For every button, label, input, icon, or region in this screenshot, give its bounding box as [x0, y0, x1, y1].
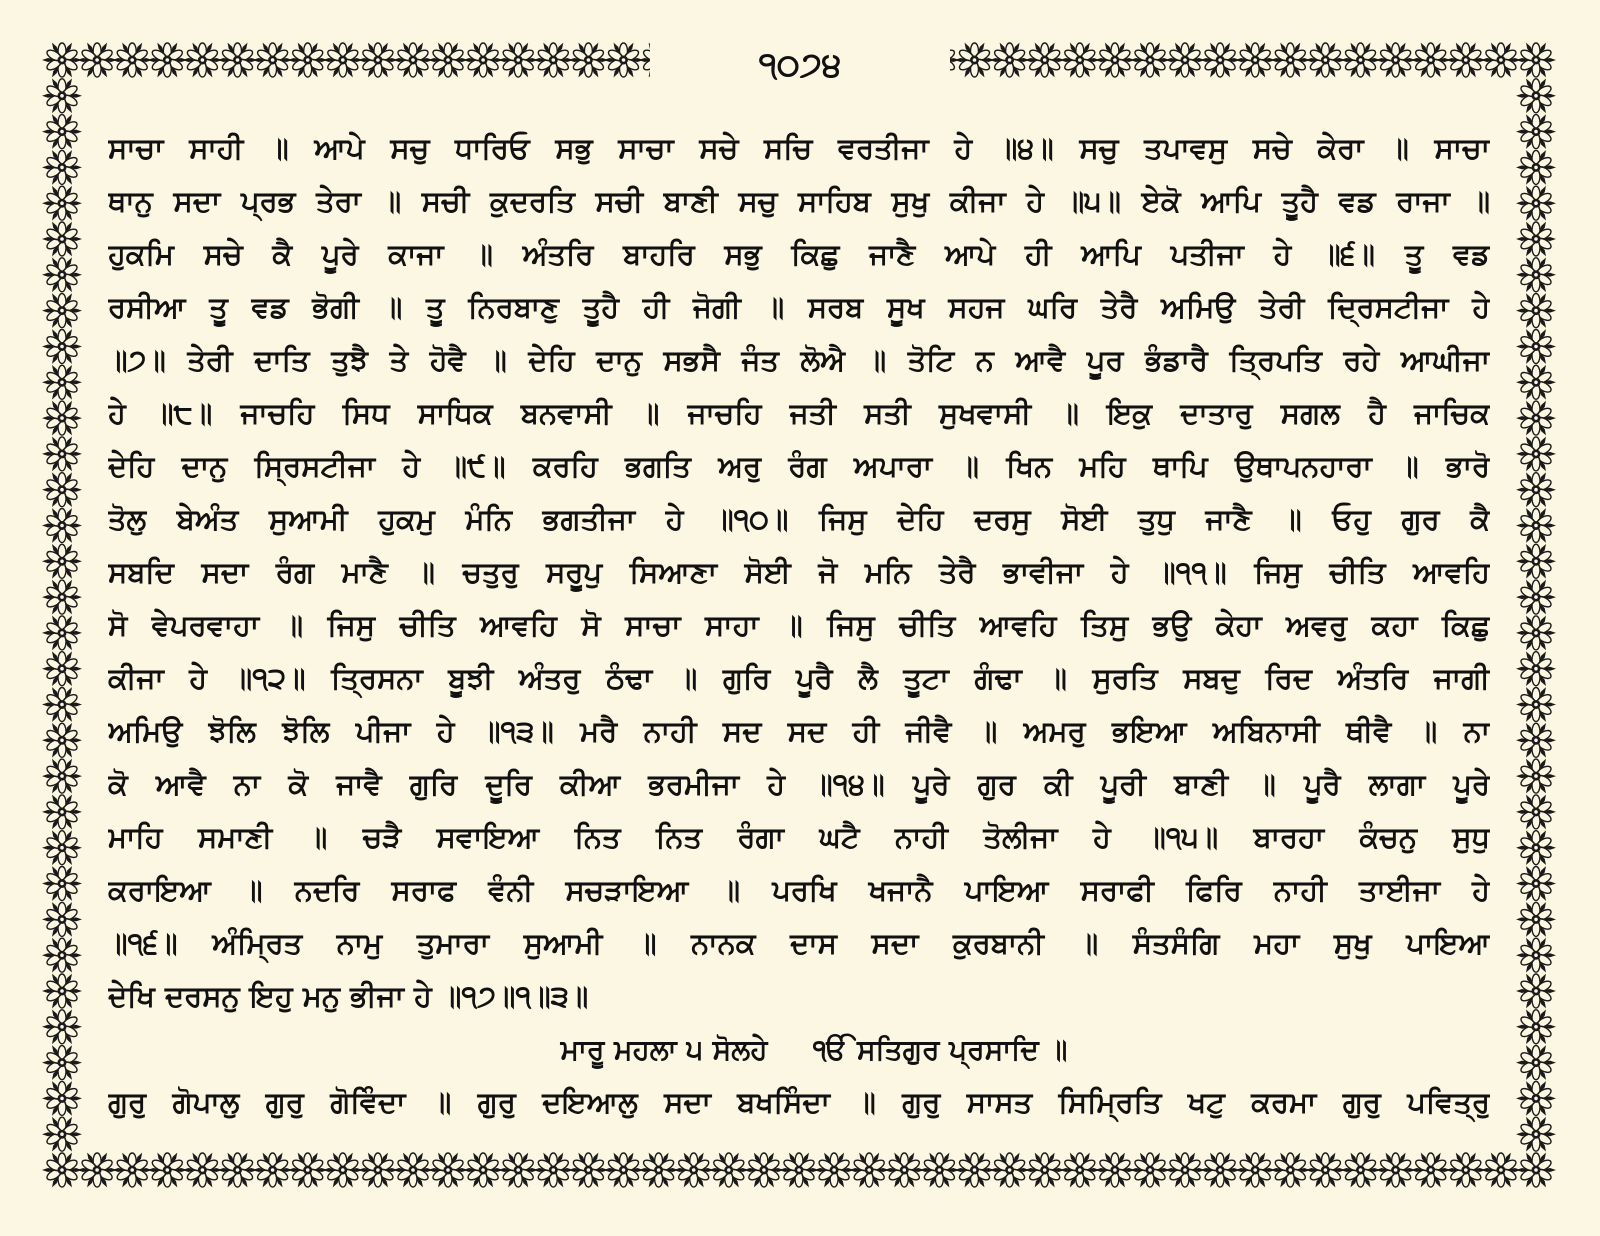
flower-icon	[568, 42, 608, 79]
flower-icon	[955, 42, 995, 79]
text-line: ਸੋ ਵੇਪਰਵਾਹਾ ॥ ਜਿਸੁ ਚੀਤਿ ਆਵਹਿ ਸੋ ਸਾਚਾ ਸਾਹਾ ॥ ਜਿਸੁ ਚੀਤਿ ਆਵਹਿ ਤਿਸੁ ਭਉ ਕੇਹਾ ਅਵਰੁ ਕਹਾ ਕਿਛੁ	[108, 608, 1490, 642]
flower-icon	[218, 42, 258, 79]
flower-icon	[1516, 722, 1556, 759]
text-line: ਸਾਚਾ ਸਾਹੀ ॥ ਆਪੇ ਸਚੁ ਧਾਰਿਓ ਸਭੁ ਸਾਚਾ ਸਚੇ ਸਚਿ ਵਰਤੀਜਾ ਹੇ ॥੪॥ ਸਚੁ ਤਪਾਵਸੁ ਸਚੇ ਕੇਰਾ ॥ ਸਾਚਾ	[108, 131, 1490, 165]
flower-icon	[42, 973, 82, 1010]
flower-icon	[42, 328, 82, 365]
flower-icon	[568, 1152, 608, 1189]
text-line: ਗੁਰੁ ਗੋਪਾਲੁ ਗੁਰੁ ਗੋਵਿੰਦਾ ॥ ਗੁਰੁ ਦਇਆਲੁ ਸਦਾ ਬਖਸਿੰਦਾ ॥ ਗੁਰੁ ਸਾਸਤ ਸਿਮ੍ਰਿਤਿ ਖਟੁ ਕਰਮਾ ਗੁਰੁ ਪਵਿਤ੍ਰੁ	[108, 1085, 1490, 1119]
flower-icon	[533, 1152, 573, 1189]
flower-icon	[42, 292, 82, 329]
flower-icon	[498, 1152, 538, 1189]
flower-icon	[42, 436, 82, 473]
flower-icon	[849, 1152, 889, 1189]
text-line: ਕੀਜਾ ਹੇ ॥੧੨॥ ਤ੍ਰਿਸਨਾ ਬੂਝੀ ਅੰਤਰੁ ਠੰਢਾ ॥ ਗੁਰਿ ਪੂਰੈ ਲੈ ਤੂਟਾ ਗੰਢਾ ॥ ਸੁਰਤਿ ਸਬਦੁ ਰਿਦ ਅੰਤਰਿ ਜਾਗੀ	[108, 661, 1490, 695]
flower-icon	[1516, 113, 1556, 150]
flower-icon	[1270, 42, 1310, 79]
flower-icon	[323, 42, 363, 79]
flower-icon	[1516, 829, 1556, 866]
flower-icon	[288, 1152, 328, 1189]
flower-icon	[1095, 1152, 1135, 1189]
flower-icon	[1516, 42, 1556, 79]
flower-icon	[1516, 1152, 1556, 1189]
flower-icon	[218, 1152, 258, 1189]
flower-icon	[42, 829, 82, 866]
text-line: ॥੧੬॥ ਅੰਮ੍ਰਿਤ ਨਾਮੁ ਤੁਮਾਰਾ ਸੁਆਮੀ ॥ ਨਾਨਕ ਦਾਸ ਸਦਾ ਕੁਰਬਾਨੀ ॥ ਸੰਤਸੰਗਿ ਮਹਾ ਸੁਖੁ ਪਾਇਆ	[108, 926, 1490, 960]
text-line: ਦੇਖਿ ਦਰਸਨੁ ਇਹੁ ਮਨੁ ਭੀਜਾ ਹੇ ॥੧੭॥੧॥੩॥	[108, 979, 589, 1013]
flower-icon	[1446, 1152, 1486, 1189]
flower-icon	[1516, 937, 1556, 974]
flower-icon	[1516, 543, 1556, 580]
flower-icon	[533, 42, 573, 79]
flower-icon	[990, 42, 1030, 79]
flower-icon	[814, 1152, 854, 1189]
flower-icon	[182, 1152, 222, 1189]
flower-icon	[1165, 1152, 1205, 1189]
flower-icon	[1376, 1152, 1416, 1189]
flower-icon	[1516, 1116, 1556, 1153]
flower-icon	[1341, 1152, 1381, 1189]
flower-icon	[1025, 42, 1065, 79]
text-line: ਦੇਹਿ ਦਾਨੁ ਸ੍ਰਿਸਟੀਜਾ ਹੇ ॥੯॥ ਕਰਹਿ ਭਗਤਿ ਅਰੁ ਰੰਗ ਅਪਾਰਾ ॥ ਖਿਨ ਮਹਿ ਥਾਪਿ ਉਥਾਪਨਹਾਰਾ ॥ ਭਾਰੋ	[108, 449, 1490, 483]
flower-icon	[112, 42, 152, 79]
flower-icon	[42, 1080, 82, 1117]
text-line: ਤੋਲੁ ਬੇਅੰਤ ਸੁਆਮੀ ਹੁਕਮੁ ਮੰਨਿ ਭਗਤੀਜਾ ਹੇ ॥੧੦॥ ਜਿਸੁ ਦੇਹਿ ਦਰਸੁ ਸੋਈ ਤੁਧੁ ਜਾਣੈ ॥ ਓਹੁ ਗੁਰ ਕੈ	[108, 502, 1490, 536]
flower-icon	[428, 42, 468, 79]
flower-icon	[42, 185, 82, 222]
text-line: ਅਮਿਉ ਝੋਲਿ ਝੋਲਿ ਪੀਜਾ ਹੇ ॥੧੩॥ ਮਰੈ ਨਾਹੀ ਸਦ ਸਦ ਹੀ ਜੀਵੈ ॥ ਅਮਰੁ ਭਇਆ ਅਬਿਨਾਸੀ ਥੀਵੈ ॥ ਨਾ	[108, 714, 1490, 748]
flower-icon	[1305, 42, 1345, 79]
text-line: ॥੭॥ ਤੇਰੀ ਦਾਤਿ ਤੁਝੈ ਤੇ ਹੋਵੈ ॥ ਦੇਹਿ ਦਾਨੁ ਸਭਸੈ ਜੰਤ ਲੋਐ ॥ ਤੋਟਿ ਨ ਆਵੈ ਪੂਰ ਭੰਡਾਰੈ ਤ੍ਰਿਪਤਿ ਰਹੇ ਆਘੀਜਾ	[108, 343, 1490, 377]
flower-icon	[1516, 185, 1556, 222]
flower-icon	[1516, 901, 1556, 938]
flower-icon	[42, 937, 82, 974]
heading-title: ਮਾਰੂ ਮਹਲਾ ੫ ਸੋਲਹੇ	[560, 1033, 768, 1066]
text-line: ਸਬਦਿ ਸਦਾ ਰੰਗ ਮਾਣੈ ॥ ਚਤੁਰੁ ਸਰੂਪੁ ਸਿਆਣਾ ਸੋਈ ਜੋ ਮਨਿ ਤੇਰੈ ਭਾਵੀਜਾ ਹੇ ॥੧੧॥ ਜਿਸੁ ਚੀਤਿ ਆਵਹਿ	[108, 555, 1490, 589]
flower-icon	[1516, 364, 1556, 401]
flower-icon	[779, 1152, 819, 1189]
flower-icon	[42, 113, 82, 150]
flower-icon	[288, 42, 328, 79]
flower-icon	[1516, 579, 1556, 616]
flower-icon	[42, 256, 82, 293]
page-number: ੧੦੭੪	[650, 40, 950, 90]
flower-icon	[1516, 256, 1556, 293]
flower-icon	[42, 686, 82, 723]
flower-icon	[393, 42, 433, 79]
flower-icon	[1060, 42, 1100, 79]
flower-icon	[42, 579, 82, 616]
flower-icon	[1516, 1044, 1556, 1081]
flower-icon	[1516, 471, 1556, 508]
flower-icon	[1341, 42, 1381, 79]
flower-icon	[639, 1152, 679, 1189]
flower-icon	[1130, 1152, 1170, 1189]
flower-icon	[147, 1152, 187, 1189]
flower-icon	[42, 471, 82, 508]
flower-icon	[42, 758, 82, 795]
flower-icon	[744, 1152, 784, 1189]
flower-icon	[1516, 400, 1556, 437]
flower-icon	[253, 1152, 293, 1189]
flower-icon	[1376, 42, 1416, 79]
flower-icon	[1025, 1152, 1065, 1189]
flower-icon	[428, 1152, 468, 1189]
flower-icon	[1516, 650, 1556, 687]
flower-icon	[674, 1152, 714, 1189]
flower-icon	[42, 400, 82, 437]
flower-icon	[604, 1152, 644, 1189]
section-heading	[108, 1023, 1490, 1076]
flower-icon	[463, 1152, 503, 1189]
flower-icon	[1516, 436, 1556, 473]
flower-icon	[1200, 42, 1240, 79]
flower-icon	[1060, 1152, 1100, 1189]
flower-icon	[1516, 149, 1556, 186]
flower-icon	[1481, 42, 1521, 79]
text-line: ਕੋ ਆਵੈ ਨਾ ਕੋ ਜਾਵੈ ਗੁਰਿ ਦੂਰਿ ਕੀਆ ਭਰਮੀਜਾ ਹੇ ॥੧੪॥ ਪੂਰੇ ਗੁਰ ਕੀ ਪੂਰੀ ਬਾਣੀ ॥ ਪੂਰੈ ਲਾਗਾ ਪੂਰੇ	[108, 767, 1490, 801]
text-line: ਮਾਹਿ ਸਮਾਣੀ ॥ ਚੜੈ ਸਵਾਇਆ ਨਿਤ ਨਿਤ ਰੰਗਾ ਘਟੈ ਨਾਹੀ ਤੋਲੀਜਾ ਹੇ ॥੧੫॥ ਬਾਰਹਾ ਕੰਚਨੁ ਸੁਧੁ	[108, 820, 1490, 854]
flower-icon	[1516, 1008, 1556, 1045]
flower-icon	[42, 149, 82, 186]
flower-icon	[358, 1152, 398, 1189]
flower-icon	[112, 1152, 152, 1189]
flower-icon	[919, 1152, 959, 1189]
flower-icon	[1411, 42, 1451, 79]
flower-icon	[1516, 615, 1556, 652]
flower-icon	[604, 42, 644, 79]
flower-icon	[1481, 1152, 1521, 1189]
flower-icon	[77, 1152, 117, 1189]
flower-icon	[42, 1152, 82, 1189]
flower-icon	[42, 615, 82, 652]
flower-icon	[42, 901, 82, 938]
text-line: ਰਸੀਆ ਤੂ ਵਡ ਭੋਗੀ ॥ ਤੂ ਨਿਰਬਾਣੁ ਤੂਹੈ ਹੀ ਜੋਗੀ ॥ ਸਰਬ ਸੂਖ ਸਹਜ ਘਰਿ ਤੇਰੈ ਅਮਿਉ ਤੇਰੀ ਦ੍ਰਿਸਟੀਜਾ ਹੇ	[108, 290, 1490, 324]
flower-icon	[955, 1152, 995, 1189]
flower-icon	[77, 42, 117, 79]
flower-icon	[42, 77, 82, 114]
flower-icon	[1130, 42, 1170, 79]
flower-icon	[1516, 507, 1556, 544]
flower-icon	[147, 42, 187, 79]
flower-icon	[709, 1152, 749, 1189]
flower-icon	[42, 650, 82, 687]
flower-icon	[393, 1152, 433, 1189]
flower-icon	[42, 794, 82, 831]
flower-icon	[42, 865, 82, 902]
text-line: ਕਰਾਇਆ ॥ ਨਦਰਿ ਸਰਾਫ ਵੰਨੀ ਸਚੜਾਇਆ ॥ ਪਰਖਿ ਖਜਾਨੈ ਪਾਇਆ ਸਰਾਫੀ ਫਿਰਿ ਨਾਹੀ ਤਾਈਜਾ ਹੇ	[108, 873, 1490, 907]
flower-icon	[42, 1116, 82, 1153]
flower-icon	[884, 1152, 924, 1189]
flower-icon	[42, 1044, 82, 1081]
text-line: ਹੇ ॥੮॥ ਜਾਚਹਿ ਸਿਧ ਸਾਧਿਕ ਬਨਵਾਸੀ ॥ ਜਾਚਹਿ ਜਤੀ ਸਤੀ ਸੁਖਵਾਸੀ ॥ ਇਕੁ ਦਾਤਾਰੁ ਸਗਲ ਹੈ ਜਾਚਿਕ	[108, 396, 1490, 430]
flower-icon	[1516, 686, 1556, 723]
flower-icon	[42, 507, 82, 544]
flower-icon	[1516, 328, 1556, 365]
scripture-text	[108, 122, 1490, 1122]
flower-icon	[42, 1008, 82, 1045]
flower-icon	[1446, 42, 1486, 79]
flower-icon	[1200, 1152, 1240, 1189]
flower-icon	[1516, 794, 1556, 831]
flower-icon	[42, 221, 82, 258]
flower-icon	[1270, 1152, 1310, 1189]
flower-icon	[1516, 973, 1556, 1010]
flower-icon	[1165, 42, 1205, 79]
flower-icon	[1235, 42, 1275, 79]
flower-icon	[1095, 42, 1135, 79]
flower-icon	[253, 42, 293, 79]
flower-icon	[1516, 865, 1556, 902]
flower-icon	[1516, 221, 1556, 258]
flower-icon	[323, 1152, 363, 1189]
flower-icon	[1235, 1152, 1275, 1189]
flower-icon	[42, 543, 82, 580]
flower-icon	[498, 42, 538, 79]
mool-mantar-invocation: ੴ ਸਤਿਗੁਰ ਪ੍ਰਸਾਦਿ ॥	[813, 1033, 1068, 1066]
flower-icon	[990, 1152, 1030, 1189]
flower-icon	[42, 722, 82, 759]
flower-icon	[1411, 1152, 1451, 1189]
text-line: ਥਾਨੁ ਸਦਾ ਪ੍ਰਭ ਤੇਰਾ ॥ ਸਚੀ ਕੁਦਰਤਿ ਸਚੀ ਬਾਣੀ ਸਚੁ ਸਾਹਿਬ ਸੁਖੁ ਕੀਜਾ ਹੇ ॥੫॥ ਏਕੋ ਆਪਿ ਤੂਹੈ ਵਡ ਰਾਜਾ ॥	[108, 184, 1490, 218]
flower-icon	[1516, 1080, 1556, 1117]
flower-icon	[182, 42, 222, 79]
flower-icon	[358, 42, 398, 79]
flower-icon	[1305, 1152, 1345, 1189]
flower-icon	[42, 42, 82, 79]
flower-icon	[1516, 758, 1556, 795]
text-line: ਹੁਕਮਿ ਸਚੇ ਕੈ ਪੂਰੇ ਕਾਜਾ ॥ ਅੰਤਰਿ ਬਾਹਰਿ ਸਭੁ ਕਿਛੁ ਜਾਣੈ ਆਪੇ ਹੀ ਆਪਿ ਪਤੀਜਾ ਹੇ ॥੬॥ ਤੂ ਵਡ	[108, 237, 1490, 271]
flower-icon	[463, 42, 503, 79]
flower-icon	[42, 364, 82, 401]
flower-icon	[1516, 292, 1556, 329]
flower-icon	[1516, 77, 1556, 114]
